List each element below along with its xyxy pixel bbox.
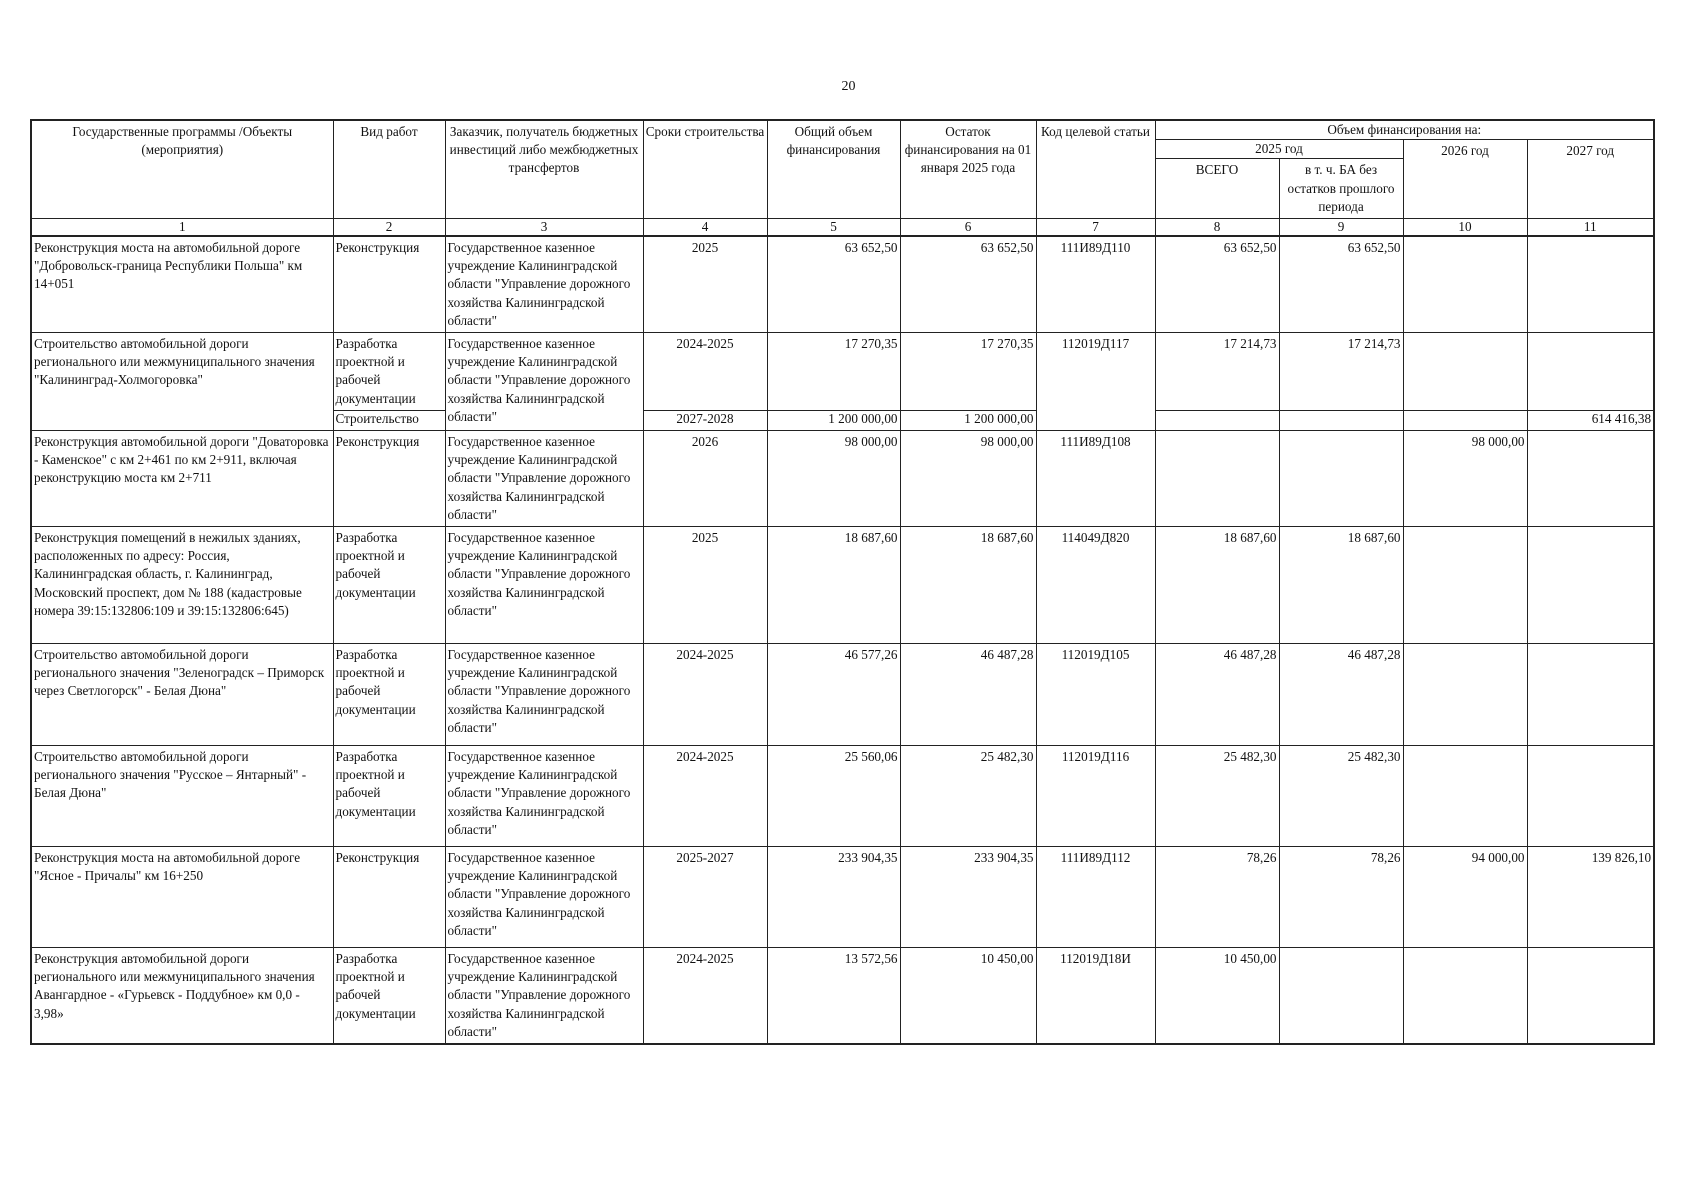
table-row	[31, 948, 1654, 1045]
financing-table	[30, 119, 1655, 1045]
work-type: Строительство	[333, 410, 445, 430]
column-number: 4	[643, 219, 767, 236]
y2027	[1527, 527, 1654, 644]
total-volume: 233 904,35	[767, 847, 900, 948]
code: 114049Д820	[1036, 527, 1155, 644]
column-number: 3	[445, 219, 643, 236]
y2025-ba	[1279, 430, 1403, 526]
code: 112019Д18И	[1036, 948, 1155, 1045]
y2025-total	[1155, 410, 1279, 430]
y2027	[1527, 430, 1654, 526]
work-type: Разработка проектной и рабочей документации	[333, 746, 445, 847]
customer: Государственное казенное учреждение Калининградской области "Управление дорожного хозяйства Калининградской области"	[445, 746, 643, 847]
code: 112019Д105	[1036, 644, 1155, 746]
y2026: 94 000,00	[1403, 847, 1527, 948]
column-number: 11	[1527, 219, 1654, 236]
y2025-total: 18 687,60	[1155, 527, 1279, 644]
y2027	[1527, 746, 1654, 847]
work-type: Реконструкция	[333, 236, 445, 333]
code: 112019Д116	[1036, 746, 1155, 847]
total-volume: 25 560,06	[767, 746, 900, 847]
y2025-ba: 46 487,28	[1279, 644, 1403, 746]
header-terms: Сроки строительства	[643, 120, 767, 219]
y2025-total: 25 482,30	[1155, 746, 1279, 847]
object-name: Реконструкция автомобильной дороги "Доваторовка - Каменское" с км 2+461 по км 2+911, включая реконструкцию моста км 2+711	[31, 430, 333, 526]
terms: 2024-2025	[643, 746, 767, 847]
y2027	[1527, 236, 1654, 333]
column-number: 1	[31, 219, 333, 236]
remainder: 25 482,30	[900, 746, 1036, 847]
remainder: 63 652,50	[900, 236, 1036, 333]
work-type: Разработка проектной и рабочей документации	[333, 644, 445, 746]
column-number: 2	[333, 219, 445, 236]
y2025-ba: 17 214,73	[1279, 333, 1403, 411]
y2027	[1527, 644, 1654, 746]
column-number: 10	[1403, 219, 1527, 236]
terms: 2025	[643, 236, 767, 333]
y2025-ba: 25 482,30	[1279, 746, 1403, 847]
total-volume: 63 652,50	[767, 236, 900, 333]
table-row	[31, 333, 1654, 411]
terms: 2024-2025	[643, 644, 767, 746]
y2026	[1403, 948, 1527, 1045]
table-row	[31, 746, 1654, 847]
y2025-ba: 63 652,50	[1279, 236, 1403, 333]
terms: 2026	[643, 430, 767, 526]
remainder: 17 270,35	[900, 333, 1036, 411]
header-code: Код целевой статьи	[1036, 120, 1155, 219]
y2025-total	[1155, 430, 1279, 526]
terms: 2025-2027	[643, 847, 767, 948]
column-number: 7	[1036, 219, 1155, 236]
work-type: Разработка проектной и рабочей документации	[333, 333, 445, 411]
customer: Государственное казенное учреждение Калининградской области "Управление дорожного хозяйства Калининградской области"	[445, 644, 643, 746]
remainder: 233 904,35	[900, 847, 1036, 948]
y2025-total: 46 487,28	[1155, 644, 1279, 746]
y2025-ba	[1279, 948, 1403, 1045]
header-remainder: Остаток финансирования на 01 января 2025 года	[900, 120, 1036, 219]
header-2025-ba: в т. ч. БА без остатков прошлого периода	[1279, 159, 1403, 219]
column-number: 9	[1279, 219, 1403, 236]
total-volume: 1 200 000,00	[767, 410, 900, 430]
y2027	[1527, 948, 1654, 1045]
terms: 2027-2028	[643, 410, 767, 430]
object-name: Реконструкция моста на автомобильной дороге "Ясное - Причалы" км 16+250	[31, 847, 333, 948]
header-2027: 2027 год	[1527, 140, 1654, 219]
work-type: Разработка проектной и рабочей документации	[333, 948, 445, 1045]
total-volume: 18 687,60	[767, 527, 900, 644]
total-volume: 46 577,26	[767, 644, 900, 746]
y2027: 614 416,38	[1527, 410, 1654, 430]
header-2025-total: ВСЕГО	[1155, 159, 1279, 219]
customer: Государственное казенное учреждение Калининградской области "Управление дорожного хозяйства Калининградской области"	[445, 847, 643, 948]
y2025-ba	[1279, 410, 1403, 430]
y2027	[1527, 333, 1654, 411]
table-row	[31, 847, 1654, 948]
y2025-total: 63 652,50	[1155, 236, 1279, 333]
object-name: Реконструкция моста на автомобильной дороге "Добровольск-граница Республики Польша" км 14+051	[31, 236, 333, 333]
object-name: Реконструкция помещений в нежилых зданиях, расположенных по адресу: Россия, Калининградская область, г. Калининград, Московский проспект, дом № 188 (кадастровые номера 39:15:132806:109 и 39:15:132806:645)	[31, 527, 333, 644]
y2025-total: 10 450,00	[1155, 948, 1279, 1045]
work-type: Реконструкция	[333, 430, 445, 526]
remainder: 18 687,60	[900, 527, 1036, 644]
y2025-total: 17 214,73	[1155, 333, 1279, 411]
y2026	[1403, 236, 1527, 333]
y2025-ba: 18 687,60	[1279, 527, 1403, 644]
work-type: Разработка проектной и рабочей документации	[333, 527, 445, 644]
total-volume: 17 270,35	[767, 333, 900, 411]
header-customer: Заказчик, получатель бюджетных инвестиций либо межбюджетных трансфертов	[445, 120, 643, 219]
y2026	[1403, 410, 1527, 430]
header-2025: 2025 год	[1155, 140, 1403, 159]
table-row	[31, 527, 1654, 644]
remainder: 46 487,28	[900, 644, 1036, 746]
object-name: Строительство автомобильной дороги регионального значения "Русское – Янтарный" - Белая Дюна"	[31, 746, 333, 847]
header-funding: Объем финансирования на:	[1155, 120, 1654, 140]
total-volume: 98 000,00	[767, 430, 900, 526]
terms: 2024-2025	[643, 333, 767, 411]
customer: Государственное казенное учреждение Калининградской области "Управление дорожного хозяйства Калининградской области"	[445, 527, 643, 644]
remainder: 1 200 000,00	[900, 410, 1036, 430]
customer: Государственное казенное учреждение Калининградской области "Управление дорожного хозяйства Калининградской области"	[445, 333, 643, 431]
header-2026: 2026 год	[1403, 140, 1527, 219]
column-number: 5	[767, 219, 900, 236]
y2026	[1403, 333, 1527, 411]
y2026	[1403, 644, 1527, 746]
y2026	[1403, 527, 1527, 644]
object-name: Реконструкция автомобильной дороги регионального или межмуниципального значения Авангардное - «Гурьевск - Поддубное» км 0,0 - 3,98»	[31, 948, 333, 1045]
object-name: Строительство автомобильной дороги регионального значения "Зеленоградск – Приморск через Светлогорск" - Белая Дюна"	[31, 644, 333, 746]
work-type: Реконструкция	[333, 847, 445, 948]
customer: Государственное казенное учреждение Калининградской области "Управление дорожного хозяйства Калининградской области"	[445, 430, 643, 526]
code: 112019Д117	[1036, 333, 1155, 431]
y2025-total: 78,26	[1155, 847, 1279, 948]
total-volume: 13 572,56	[767, 948, 900, 1045]
table-row	[31, 236, 1654, 333]
code: 111И89Д110	[1036, 236, 1155, 333]
remainder: 10 450,00	[900, 948, 1036, 1045]
table-row	[31, 430, 1654, 526]
header-total-volume: Общий объем финансирования	[767, 120, 900, 219]
header-programs: Государственные программы /Объекты (мероприятия)	[31, 120, 333, 219]
table-row	[31, 644, 1654, 746]
terms: 2024-2025	[643, 948, 767, 1045]
page-number: 20	[841, 79, 856, 94]
y2027: 139 826,10	[1527, 847, 1654, 948]
code: 111И89Д112	[1036, 847, 1155, 948]
column-number: 6	[900, 219, 1036, 236]
y2025-ba: 78,26	[1279, 847, 1403, 948]
terms: 2025	[643, 527, 767, 644]
code: 111И89Д108	[1036, 430, 1155, 526]
object-name: Строительство автомобильной дороги регионального или межмуниципального значения "Калининград-Холмогоровка"	[31, 333, 333, 431]
customer: Государственное казенное учреждение Калининградской области "Управление дорожного хозяйства Калининградской области"	[445, 236, 643, 333]
y2026	[1403, 746, 1527, 847]
y2026: 98 000,00	[1403, 430, 1527, 526]
column-number: 8	[1155, 219, 1279, 236]
customer: Государственное казенное учреждение Калининградской области "Управление дорожного хозяйства Калининградской области"	[445, 948, 643, 1045]
header-work-type: Вид работ	[333, 120, 445, 219]
remainder: 98 000,00	[900, 430, 1036, 526]
